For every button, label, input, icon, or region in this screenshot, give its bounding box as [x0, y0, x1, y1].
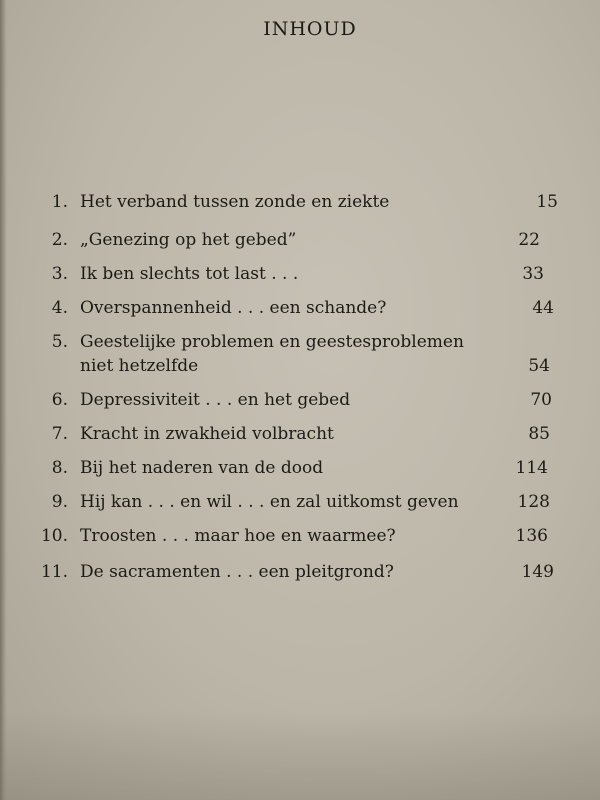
page-title: INHOUD: [263, 18, 357, 40]
entry-title: Het verband tussen zonde en ziekte: [80, 192, 390, 212]
entry-number: 9.: [51, 492, 68, 512]
toc-entry: [38, 526, 558, 552]
entry-title-continued: niet hetzelfde: [80, 356, 199, 376]
toc-entry: [38, 192, 558, 218]
toc-entry: [38, 298, 558, 324]
toc-entry: [38, 332, 558, 386]
entry-number: 2.: [51, 230, 68, 250]
entry-title: Kracht in zwakheid volbracht: [80, 424, 334, 444]
entry-page-number: 149: [521, 562, 554, 582]
entry-number: 3.: [51, 264, 68, 284]
entry-title: „Genezing op het gebed”: [80, 230, 297, 250]
entry-title: Overspannenheid . . . een schande?: [80, 298, 387, 318]
entry-number: 11.: [40, 562, 68, 582]
toc-entry: [38, 390, 558, 416]
entry-page-number: 15: [536, 192, 558, 212]
toc-entry: [38, 264, 558, 290]
entry-title: Geestelijke problemen en geestesproblemen: [80, 332, 464, 352]
page-edge: [0, 0, 7, 800]
entry-number: 5.: [51, 332, 68, 352]
toc-entry: [38, 424, 558, 450]
toc-entry: [38, 562, 558, 588]
entry-page-number: 44: [532, 298, 554, 318]
entry-page-number: 33: [522, 264, 544, 284]
entry-page-number: 54: [528, 356, 550, 376]
entry-page-number: 85: [528, 424, 550, 444]
entry-number: 8.: [51, 458, 68, 478]
entry-number: 4.: [51, 298, 68, 318]
toc-entry: [38, 492, 558, 518]
entry-number: 1.: [51, 192, 68, 212]
entry-title: Troosten . . . maar hoe en waarmee?: [80, 526, 396, 546]
toc-entry: [38, 458, 558, 484]
toc-entry: [38, 230, 558, 256]
page-shadow: [0, 710, 600, 800]
entry-title: Bij het naderen van de dood: [80, 458, 324, 478]
entry-title: De sacramenten . . . een pleitgrond?: [80, 562, 394, 582]
entry-number: 7.: [51, 424, 68, 444]
entry-page-number: 128: [517, 492, 550, 512]
entry-number: 6.: [51, 390, 68, 410]
entry-title: Ik ben slechts tot last . . .: [80, 264, 299, 284]
entry-number: 10.: [40, 526, 68, 546]
entry-page-number: 70: [530, 390, 552, 410]
entry-title: Hij kan . . . en wil . . . en zal uitkomst geven: [80, 492, 459, 512]
entry-page-number: 136: [515, 526, 548, 546]
entry-page-number: 114: [515, 458, 548, 478]
entry-page-number: 22: [518, 230, 540, 250]
entry-title: Depressiviteit . . . en het gebed: [80, 390, 351, 410]
